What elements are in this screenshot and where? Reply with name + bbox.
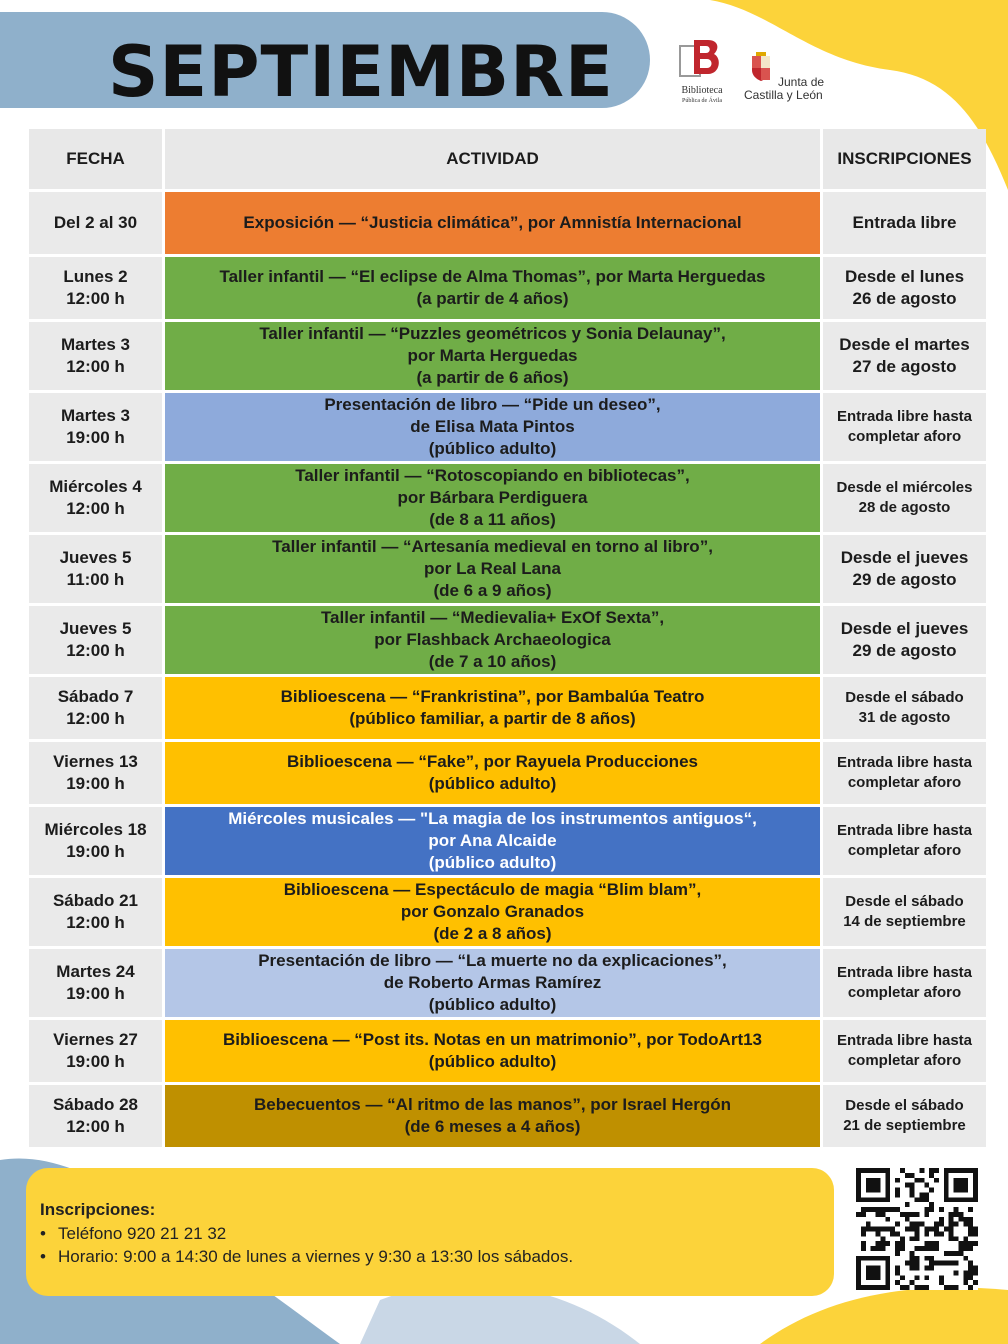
activity-cell-line: (público adulto) — [428, 1052, 557, 1071]
table-row — [29, 807, 986, 875]
inscription-info-title: Inscripciones: — [40, 1200, 156, 1219]
biblioteca-logo-line2: Pública de Ávila — [682, 98, 722, 104]
date-cell — [29, 1085, 162, 1147]
date-cell — [29, 393, 162, 461]
inscription-cell-line: completar aforo — [847, 774, 962, 791]
inscription-cell-line: Entrada libre hasta — [836, 822, 973, 839]
date-cell-line: Sábado 21 — [52, 891, 139, 910]
date-cell-line: Miércoles 4 — [49, 477, 142, 496]
activity-cell-line: Biblioescena — Espectáculo de magia “Blim blam”, — [283, 880, 702, 899]
inscription-cell — [823, 606, 986, 674]
activity-cell-line: Miércoles musicales — "La magia de los instrumentos antiguos“, — [228, 809, 757, 828]
junta-logo-line1: Junta de — [778, 75, 825, 89]
activity-cell-line: Biblioescena — “Post its. Notas en un matrimonio”, por TodoArt13 — [222, 1030, 763, 1049]
activity-cell — [165, 393, 820, 461]
inscription-cell-line: Entrada libre hasta — [836, 754, 973, 771]
date-cell-line: Viernes 27 — [53, 1030, 138, 1049]
date-cell-line: 12:00 h — [66, 641, 125, 660]
table-row — [29, 742, 986, 804]
date-cell — [29, 878, 162, 946]
activity-cell — [165, 257, 820, 319]
table-row — [29, 393, 986, 461]
activity-cell-line: (de 6 meses a 4 años) — [404, 1117, 581, 1136]
activity-cell — [165, 742, 820, 804]
activity-cell-line: (público adulto) — [428, 439, 557, 458]
date-cell — [29, 677, 162, 739]
date-cell-line: Sábado 28 — [52, 1095, 139, 1114]
inscription-cell-line: completar aforo — [847, 1052, 962, 1069]
date-cell — [29, 192, 162, 254]
date-cell — [29, 807, 162, 875]
table-row — [29, 677, 986, 739]
date-cell-line: Lunes 2 — [63, 267, 128, 286]
activity-cell — [165, 192, 820, 254]
column-header-actividad: ACTIVIDAD — [165, 129, 820, 189]
activity-cell-line: (de 7 a 10 años) — [428, 652, 557, 671]
date-cell-line: Martes 3 — [61, 406, 130, 425]
activity-cell-line: (público adulto) — [428, 853, 557, 872]
inscription-info-list — [40, 1222, 573, 1268]
page-title: SEPTIEMBRE — [108, 31, 614, 113]
date-cell-line: 12:00 h — [66, 1117, 125, 1136]
junta-logo — [742, 52, 838, 106]
activity-cell — [165, 535, 820, 603]
date-cell-line: 12:00 h — [66, 357, 125, 376]
activity-cell-line: Taller infantil — “Artesanía medieval en torno al libro”, — [272, 537, 713, 556]
inscription-cell — [823, 949, 986, 1017]
column-header-inscripciones: INSCRIPCIONES — [823, 129, 986, 189]
activity-cell-line: Biblioescena — “Frankristina”, por Bambalúa Teatro — [280, 687, 705, 706]
date-cell-line: Sábado 7 — [57, 687, 134, 706]
activity-cell — [165, 606, 820, 674]
table-row — [29, 878, 986, 946]
activity-cell-line: (a partir de 4 años) — [416, 289, 569, 308]
inscription-cell-line: Desde el jueves — [840, 619, 969, 638]
inscription-cell-line: 31 de agosto — [858, 709, 951, 726]
inscription-cell-line: 29 de agosto — [852, 641, 957, 660]
date-cell-line: Jueves 5 — [59, 619, 132, 638]
inscription-cell — [823, 807, 986, 875]
activity-cell-line: Exposición — “Justicia climática”, por Amnistía Internacional — [243, 213, 742, 232]
inscription-cell-line: Desde el sábado — [845, 893, 964, 910]
date-cell — [29, 949, 162, 1017]
date-cell-line: Miércoles 18 — [44, 820, 147, 839]
inscription-cell-line: Desde el sábado — [845, 1097, 964, 1114]
date-cell-line: 19:00 h — [66, 842, 125, 861]
junta-logo-line2: Castilla y León — [744, 88, 823, 102]
activity-cell-line: Bebecuentos — “Al ritmo de las manos”, por Israel Hergón — [253, 1095, 732, 1114]
activity-cell — [165, 949, 820, 1017]
table-header-row — [29, 129, 986, 189]
inscription-cell-line: Desde el martes — [839, 335, 970, 354]
inscription-cell-line: Entrada libre hasta — [836, 408, 973, 425]
inscription-cell-line: 26 de agosto — [852, 289, 957, 308]
inscription-cell — [823, 322, 986, 390]
table-row — [29, 1085, 986, 1147]
activity-cell-line: Taller infantil — “El eclipse de Alma Thomas”, por Marta Herguedas — [219, 267, 766, 286]
date-cell-line: Viernes 13 — [53, 752, 138, 771]
biblioteca-logo-line1: Biblioteca — [681, 85, 723, 96]
inscription-cell-line: completar aforo — [847, 984, 962, 1001]
date-cell-line: 19:00 h — [66, 774, 125, 793]
date-cell — [29, 742, 162, 804]
activity-cell-line: por Gonzalo Granados — [400, 902, 585, 921]
date-cell-line: Jueves 5 — [59, 548, 132, 567]
date-cell — [29, 535, 162, 603]
inscription-cell-line: Entrada libre — [852, 213, 957, 232]
date-cell — [29, 464, 162, 532]
qr-code-icon[interactable] — [856, 1168, 978, 1290]
activity-cell — [165, 878, 820, 946]
activity-cell-line: de Elisa Mata Pintos — [410, 417, 575, 436]
inscription-cell-line: Desde el sábado — [845, 689, 964, 706]
activity-cell-line: Presentación de libro — “Pide un deseo”, — [324, 395, 661, 414]
activity-cell-line: por Ana Alcaide — [428, 831, 557, 850]
inscription-cell-line: Desde el lunes — [844, 267, 965, 286]
biblioteca-logo-icon — [678, 38, 722, 84]
activity-cell-line: Presentación de libro — “La muerte no da explicaciones”, — [258, 951, 727, 970]
inscription-cell-line: 14 de septiembre — [843, 913, 966, 930]
date-cell-line: Martes 24 — [56, 962, 135, 981]
activity-cell-line: por Bárbara Perdiguera — [397, 488, 588, 507]
inscription-cell — [823, 393, 986, 461]
activity-cell-line: por Flashback Archaeologica — [374, 630, 611, 649]
activity-cell — [165, 1085, 820, 1147]
date-cell-line: 19:00 h — [66, 984, 125, 1003]
activity-cell-line: Biblioescena — “Fake”, por Rayuela Producciones — [287, 752, 698, 771]
table-row — [29, 322, 986, 390]
date-cell-line: 12:00 h — [66, 709, 125, 728]
biblioteca-logo — [672, 38, 732, 106]
inscription-cell-line: Desde el jueves — [840, 548, 969, 567]
activity-cell-line: Taller infantil — “Puzzles geométricos y Sonia Delaunay”, — [259, 324, 726, 343]
table-row — [29, 192, 986, 254]
date-cell — [29, 606, 162, 674]
inscription-cell — [823, 878, 986, 946]
inscription-cell — [823, 1020, 986, 1082]
activity-cell-line: de Roberto Armas Ramírez — [383, 973, 602, 992]
inscription-cell-line: 21 de septiembre — [843, 1117, 966, 1134]
table-row — [29, 464, 986, 532]
activity-cell — [165, 677, 820, 739]
inscription-hours: • Horario: 9:00 a 14:30 de lunes a viernes y 9:30 a 13:30 los sábados. — [40, 1245, 573, 1268]
inscription-cell-line: Desde el miércoles — [836, 479, 973, 496]
date-cell — [29, 322, 162, 390]
inscription-cell-line: Entrada libre hasta — [836, 964, 973, 981]
table-row — [29, 606, 986, 674]
inscription-phone: • Teléfono 920 21 21 32 — [40, 1222, 573, 1245]
schedule-table — [26, 126, 989, 1150]
table-row — [29, 949, 986, 1017]
column-header-fecha: FECHA — [29, 129, 162, 189]
date-cell-line: 12:00 h — [66, 913, 125, 932]
activity-cell-line: (de 2 a 8 años) — [433, 924, 552, 943]
date-cell — [29, 257, 162, 319]
activity-cell-line: (de 6 a 9 años) — [433, 581, 552, 600]
activity-cell-line: (de 8 a 11 años) — [429, 510, 556, 529]
inscription-cell — [823, 677, 986, 739]
table-row — [29, 535, 986, 603]
inscription-info-box — [26, 1168, 834, 1296]
date-cell-line: Del 2 al 30 — [53, 213, 138, 232]
activity-cell-line: por La Real Lana — [424, 559, 561, 578]
inscription-cell-line: Entrada libre hasta — [836, 1032, 973, 1049]
inscription-cell-line: 27 de agosto — [852, 357, 957, 376]
activity-cell — [165, 464, 820, 532]
activity-cell-line: Taller infantil — “Medievalia+ ExOf Sexta”, — [320, 608, 665, 627]
date-cell-line: 11:00 h — [66, 570, 125, 589]
date-cell-line: 12:00 h — [66, 499, 125, 518]
inscription-cell-line: completar aforo — [847, 842, 962, 859]
inscription-cell — [823, 464, 986, 532]
activity-cell-line: (público adulto) — [428, 774, 557, 793]
activity-cell — [165, 322, 820, 390]
title-banner — [0, 12, 650, 113]
inscription-cell — [823, 1085, 986, 1147]
inscription-cell — [823, 257, 986, 319]
date-cell-line: 12:00 h — [66, 289, 125, 308]
activity-cell — [165, 807, 820, 875]
date-cell-line: 19:00 h — [66, 428, 125, 447]
date-cell — [29, 1020, 162, 1082]
activity-cell-line: (público familiar, a partir de 8 años) — [349, 709, 636, 728]
inscription-cell — [823, 742, 986, 804]
activity-cell-line: Taller infantil — “Rotoscopiando en bibliotecas”, — [295, 466, 690, 485]
inscription-cell-line: completar aforo — [847, 428, 962, 445]
inscription-cell — [823, 192, 986, 254]
activity-cell — [165, 1020, 820, 1082]
activity-cell-line: (público adulto) — [428, 995, 557, 1014]
table-row — [29, 257, 986, 319]
inscription-cell-line: 28 de agosto — [858, 499, 951, 516]
inscription-cell-line: 29 de agosto — [852, 570, 957, 589]
table-row — [29, 1020, 986, 1082]
date-cell-line: Martes 3 — [61, 335, 130, 354]
activity-cell-line: (a partir de 6 años) — [416, 368, 569, 387]
date-cell-line: 19:00 h — [66, 1052, 125, 1071]
inscription-cell — [823, 535, 986, 603]
activity-cell-line: por Marta Herguedas — [407, 346, 578, 365]
